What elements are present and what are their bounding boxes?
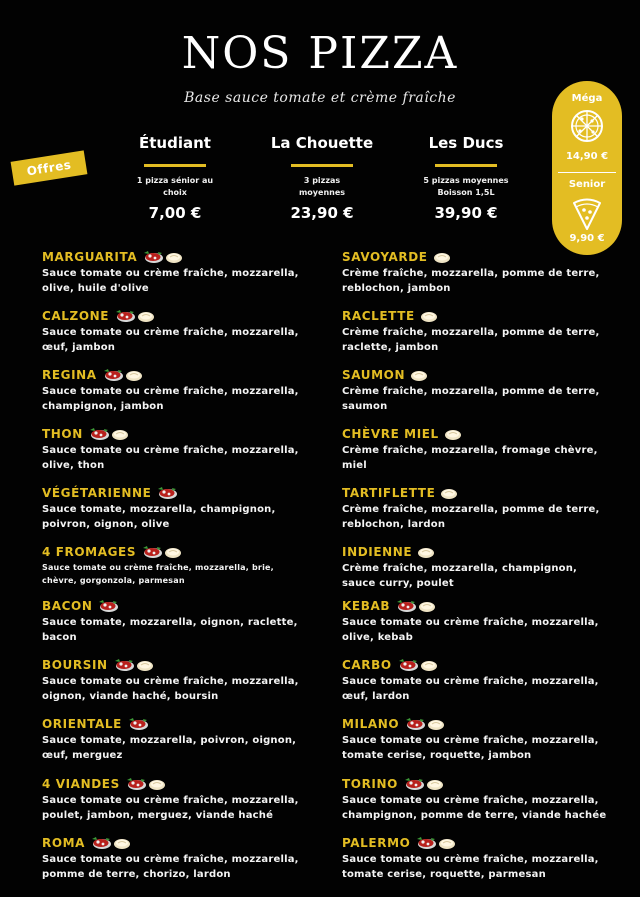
- sauce-icons: [102, 368, 143, 382]
- sauce-icons: [444, 427, 462, 441]
- cream-sauce-icon: [136, 658, 154, 672]
- pizza-ingredients: Sauce tomate ou crème fraîche, mozzarella, olive, huile d'olive: [42, 268, 299, 294]
- pizza-name: ORIENTALE: [42, 717, 122, 731]
- menu-item: [342, 598, 622, 645]
- cream-sauce-icon: [418, 599, 436, 613]
- pizza-ingredients: Sauce tomate ou crème fraîche, mozzarella, champignon, pomme de terre, viande hachée: [342, 795, 607, 821]
- tomato-sauce-icon: [97, 599, 119, 613]
- pizza-ingredients: Crème fraîche, mozzarella, pomme de terre, reblochon, lardon: [342, 504, 600, 530]
- pizza-name: CARBO: [342, 658, 392, 672]
- menu-item: [342, 776, 622, 823]
- pizza-name: RACLETTE: [342, 309, 415, 323]
- pizza-ingredients: Sauce tomate, mozzarella, oignon, raclette, bacon: [42, 617, 298, 643]
- cream-sauce-icon: [148, 777, 166, 791]
- pizza-ingredients: Sauce tomate ou crème fraîche, mozzarella, tomate cerise, roquette, parmesan: [342, 854, 599, 880]
- cream-sauce-icon: [427, 717, 445, 731]
- sauce-icons: [433, 250, 451, 264]
- sauce-icons: [141, 545, 182, 559]
- sauce-icons: [420, 309, 438, 323]
- offer-divider: [435, 164, 497, 167]
- offer-divider: [144, 164, 206, 167]
- pizza-name: TORINO: [342, 777, 398, 791]
- pizza-name: THON: [42, 427, 83, 441]
- pizza-ingredients: Sauce tomate ou crème fraîche, mozzarella, poulet, jambon, merguez, viande haché: [42, 795, 299, 821]
- cream-sauce-icon: [164, 545, 182, 559]
- tomato-sauce-icon: [90, 836, 112, 850]
- menu-item: [342, 657, 622, 704]
- cream-sauce-icon: [410, 368, 428, 382]
- cream-sauce-icon: [417, 545, 435, 559]
- sauce-icons: [127, 717, 149, 731]
- cream-sauce-icon: [111, 427, 129, 441]
- pizza-name: KEBAB: [342, 599, 391, 613]
- menu-item: [342, 426, 622, 473]
- sauce-icons: [156, 486, 178, 500]
- pizza-name: CHÈVRE MIEL: [342, 427, 439, 441]
- offer-price: 23,90 €: [290, 204, 354, 222]
- size-price-senior: 9,90 €: [569, 233, 605, 244]
- offer-name: La Chouette: [270, 134, 374, 152]
- tomato-sauce-icon: [142, 250, 164, 264]
- sauce-icons: [417, 545, 435, 559]
- menu-item: [42, 485, 322, 532]
- tomato-sauce-icon: [102, 368, 124, 382]
- pizza-name: MILANO: [342, 717, 400, 731]
- page-subtitle: Base sauce tomate et crème fraîche: [184, 90, 456, 106]
- sauce-icons: [397, 658, 438, 672]
- pizza-ingredients: Sauce tomate ou crème fraîche, mozzarella, œuf, jambon: [42, 327, 299, 353]
- pizza-ingredients: Sauce tomate, mozzarella, poivron, oignon, œuf, merguez: [42, 735, 297, 761]
- offer-description: 3 pizzas moyennes: [298, 176, 346, 197]
- whole-pizza-icon: [570, 109, 604, 143]
- sauce-icons: [404, 717, 445, 731]
- cream-sauce-icon: [165, 250, 183, 264]
- tomato-sauce-icon: [395, 599, 417, 613]
- cream-sauce-icon: [440, 486, 458, 500]
- tomato-sauce-icon: [397, 658, 419, 672]
- menu-item: [342, 544, 622, 591]
- menu-item: [42, 308, 322, 355]
- size-label-senior: Senior: [568, 179, 606, 190]
- menu-item: [342, 308, 622, 355]
- pizza-ingredients: Sauce tomate ou crème fraîche, mozzarella, pomme de terre, chorizo, lardon: [42, 854, 299, 880]
- size-price-mega: 14,90 €: [565, 151, 609, 162]
- sauce-icons: [440, 486, 458, 500]
- offres-tag: Offres: [11, 150, 88, 185]
- offer-price: 39,90 €: [434, 204, 498, 222]
- offer-name: Étudiant: [139, 134, 211, 152]
- sauce-icons: [88, 427, 129, 441]
- pizza-name: BOURSIN: [42, 658, 108, 672]
- menu-item: [42, 776, 322, 823]
- pizza-ingredients: Crème fraîche, mozzarella, champignon, sauce curry, poulet: [342, 563, 578, 589]
- pizza-name: VÉGÉTARIENNE: [42, 486, 152, 500]
- menu-item: [342, 835, 622, 882]
- sauce-icons: [97, 599, 119, 613]
- offer-description: 5 pizzas moyennes Boisson 1,5L: [423, 176, 509, 197]
- cream-sauce-icon: [438, 836, 456, 850]
- menu-item: [42, 367, 322, 414]
- menu-item: [342, 716, 622, 763]
- size-divider: [558, 172, 616, 173]
- pizza-name: 4 VIANDES: [42, 777, 120, 791]
- offer-divider: [291, 164, 353, 167]
- pizza-ingredients: Sauce tomate ou crème fraîche, mozzarella, olive, thon: [42, 445, 299, 471]
- pizza-ingredients: Sauce tomate ou crème fraîche, mozzarella, oignon, viande haché, boursin: [42, 676, 299, 702]
- menu-item: [42, 657, 322, 704]
- page-title: NOS PIZZA: [181, 28, 459, 79]
- offer-description: 1 pizza sénior au choix: [136, 176, 214, 197]
- cream-sauce-icon: [113, 836, 131, 850]
- sauce-icons: [415, 836, 456, 850]
- sauce-icons: [142, 250, 183, 264]
- offer-les-ducs: [401, 134, 531, 222]
- size-label-mega: Méga: [571, 93, 603, 104]
- pizza-ingredients: Crème fraîche, mozzarella, pomme de terre, raclette, jambon: [342, 327, 600, 353]
- tomato-sauce-icon: [415, 836, 437, 850]
- pizza-name: ROMA: [42, 836, 86, 850]
- tomato-sauce-icon: [125, 777, 147, 791]
- sauce-icons: [410, 368, 428, 382]
- menu-item: [42, 426, 322, 473]
- sauce-icons: [114, 309, 155, 323]
- offer-etudiant: [110, 134, 240, 222]
- menu-item: [342, 367, 622, 414]
- pizza-ingredients: Sauce tomate ou crème fraîche, mozzarella, œuf, lardon: [342, 676, 599, 702]
- pizza-name: TARTIFLETTE: [342, 486, 436, 500]
- tomato-sauce-icon: [403, 777, 425, 791]
- sauce-icons: [113, 658, 154, 672]
- pizza-ingredients: Crème fraîche, mozzarella, fromage chèvre, miel: [342, 445, 598, 471]
- pizza-ingredients: Crème fraîche, mozzarella, pomme de terre, reblochon, jambon: [342, 268, 600, 294]
- pizza-ingredients: Sauce tomate ou crème fraîche, mozzarella, tomate cerise, roquette, jambon: [342, 735, 599, 761]
- cream-sauce-icon: [420, 309, 438, 323]
- menu-item: [42, 249, 322, 296]
- tomato-sauce-icon: [114, 309, 136, 323]
- sauce-icons: [395, 599, 436, 613]
- pizza-name: MARGUARITA: [42, 250, 138, 264]
- cream-sauce-icon: [426, 777, 444, 791]
- pizza-name: CALZONE: [42, 309, 110, 323]
- cream-sauce-icon: [433, 250, 451, 264]
- menu-item: [42, 598, 322, 645]
- pizza-name: REGINA: [42, 368, 97, 382]
- offer-name: Les Ducs: [428, 134, 504, 152]
- pizza-name: 4 FROMAGES: [42, 545, 137, 559]
- pizza-ingredients: Sauce tomate ou crème fraîche, mozzarella, champignon, jambon: [42, 386, 299, 412]
- pizza-name: INDIENNE: [342, 545, 413, 559]
- tomato-sauce-icon: [113, 658, 135, 672]
- sauce-icons: [403, 777, 444, 791]
- sauce-icons: [90, 836, 131, 850]
- size-price-panel: [552, 81, 622, 255]
- menu-item: [42, 835, 322, 882]
- pizza-slice-icon: [570, 195, 604, 231]
- pizza-name: SAUMON: [342, 368, 406, 382]
- tomato-sauce-icon: [127, 717, 149, 731]
- menu-item: [42, 716, 322, 763]
- pizza-ingredients: Crème fraîche, mozzarella, pomme de terre, saumon: [342, 386, 600, 412]
- pizza-ingredients: Sauce tomate ou crème fraîche, mozzarella, brie, chèvre, gorgonzola, parmesan: [42, 563, 274, 585]
- cream-sauce-icon: [444, 427, 462, 441]
- pizza-name: BACON: [42, 599, 93, 613]
- menu-item: [342, 485, 622, 532]
- pizza-ingredients: Sauce tomate ou crème fraîche, mozzarella, olive, kebab: [342, 617, 599, 643]
- pizza-name: SAVOYARDE: [342, 250, 428, 264]
- cream-sauce-icon: [420, 658, 438, 672]
- offer-price: 7,00 €: [148, 204, 202, 222]
- menu-item: [342, 249, 622, 296]
- pizza-ingredients: Sauce tomate, mozzarella, champignon, poivron, oignon, olive: [42, 504, 276, 530]
- tomato-sauce-icon: [404, 717, 426, 731]
- cream-sauce-icon: [137, 309, 155, 323]
- sauce-icons: [125, 777, 166, 791]
- menu-item: [42, 544, 322, 587]
- tomato-sauce-icon: [88, 427, 110, 441]
- cream-sauce-icon: [125, 368, 143, 382]
- offer-la-chouette: [257, 134, 387, 222]
- tomato-sauce-icon: [141, 545, 163, 559]
- pizza-name: PALERMO: [342, 836, 411, 850]
- tomato-sauce-icon: [156, 486, 178, 500]
